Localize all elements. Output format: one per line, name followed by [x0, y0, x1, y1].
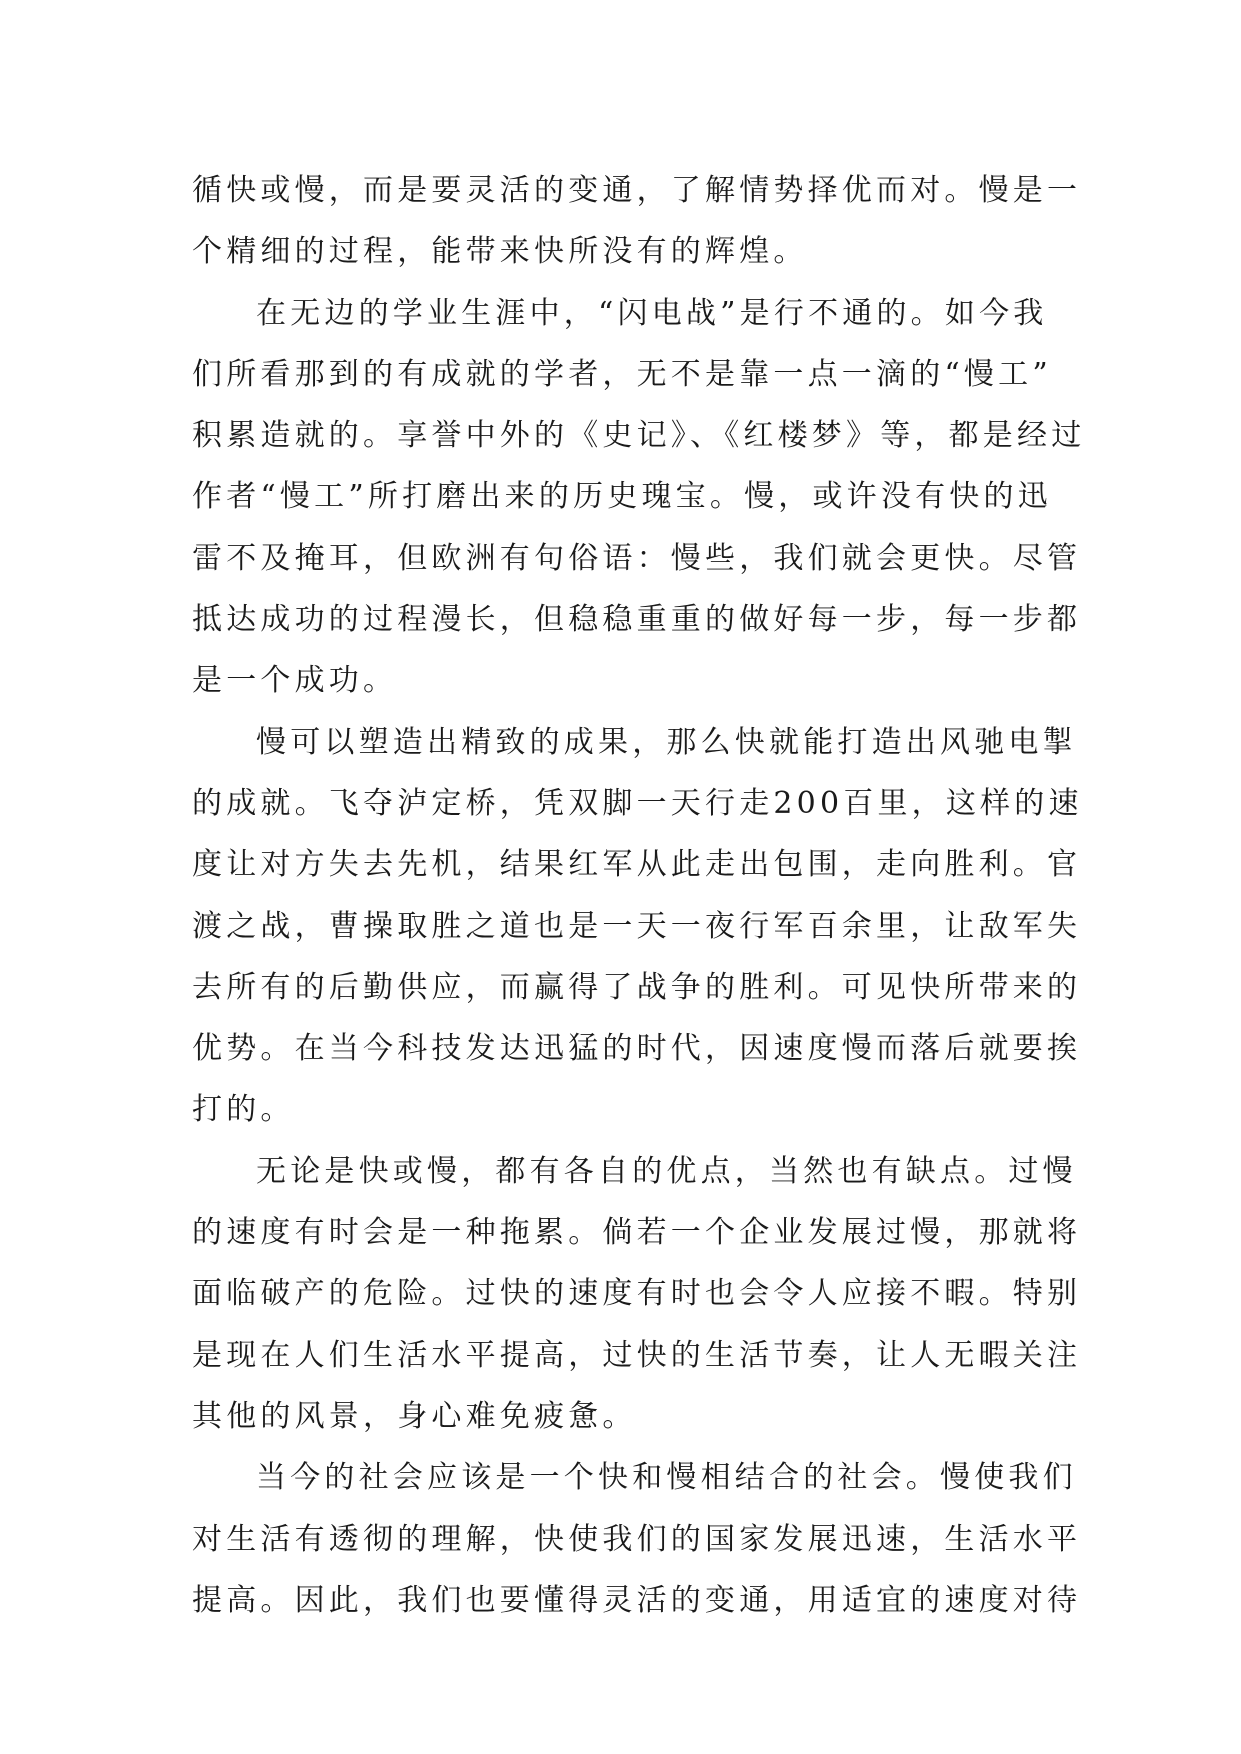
text-line: 作者“慢工”所打磨出来的历史瑰宝。慢，或许没有快的迅: [192, 479, 1052, 515]
text-line: 其他的风景，身心难免疲惫。: [192, 1398, 637, 1434]
text-line: 循快或慢，而是要灵活的变通，了解情势择优而对。慢是一: [192, 173, 1082, 208]
text-line: 个精细的过程，能带来快所没有的辉煌。: [192, 234, 808, 270]
text-line: 面临破产的危险。过快的速度有时也会令人应接不暇。特别: [192, 1276, 1082, 1312]
text-line: 雷不及掩耳，但欧洲有句俗语：慢些，我们就会更快。尽管: [192, 540, 1082, 576]
text-line: 度让对方失去先机，结果红军从此走出包围，走向胜利。官: [192, 847, 1082, 883]
text-line: 打的。: [192, 1092, 295, 1128]
text-line: 们所看那到的有成就的学者，无不是靠一点一滴的“慢工”: [192, 356, 1052, 392]
text-line: 是现在人们生活水平提高，过快的生活节奏，让人无暇关注: [192, 1337, 1082, 1373]
text-line: 抵达成功的过程漫长，但稳稳重重的做好每一步，每一步都: [192, 602, 1082, 638]
text-line: 在无边的学业生涯中，“闪电战”是行不通的。如今我: [256, 295, 1048, 331]
text-line: 的成就。飞夺泸定桥，凭双脚一天行走200百里，这样的速: [192, 785, 1083, 821]
text-line: 渡之战，曹操取胜之道也是一天一夜行军百余里，让敌军失: [192, 908, 1082, 944]
text-line: 无论是快或慢，都有各自的优点，当然也有缺点。过慢: [256, 1153, 1077, 1189]
text-line: 当今的社会应该是一个快和慢相结合的社会。慢使我们: [256, 1460, 1077, 1496]
text-line: 的速度有时会是一种拖累。倘若一个企业发展过慢，那就将: [192, 1215, 1082, 1251]
text-line: 是一个成功。: [192, 663, 398, 699]
document-body: [192, 160, 1086, 1631]
text-line: 积累造就的。享誉中外的《史记》、《红楼梦》等，都是经过: [192, 418, 1086, 454]
text-line: 优势。在当今科技发达迅猛的时代，因速度慢而落后就要挨: [192, 1031, 1082, 1067]
text-line: 对生活有透彻的理解，快使我们的国家发展迅速，生活水平: [192, 1521, 1082, 1557]
text-line: 去所有的后勤供应，而赢得了战争的胜利。可见快所带来的: [192, 969, 1082, 1005]
text-line: 慢可以塑造出精致的成果，那么快就能打造出风驰电掣: [256, 724, 1077, 760]
text-line: 提高。因此，我们也要懂得灵活的变通，用适宜的速度对待: [192, 1582, 1082, 1618]
